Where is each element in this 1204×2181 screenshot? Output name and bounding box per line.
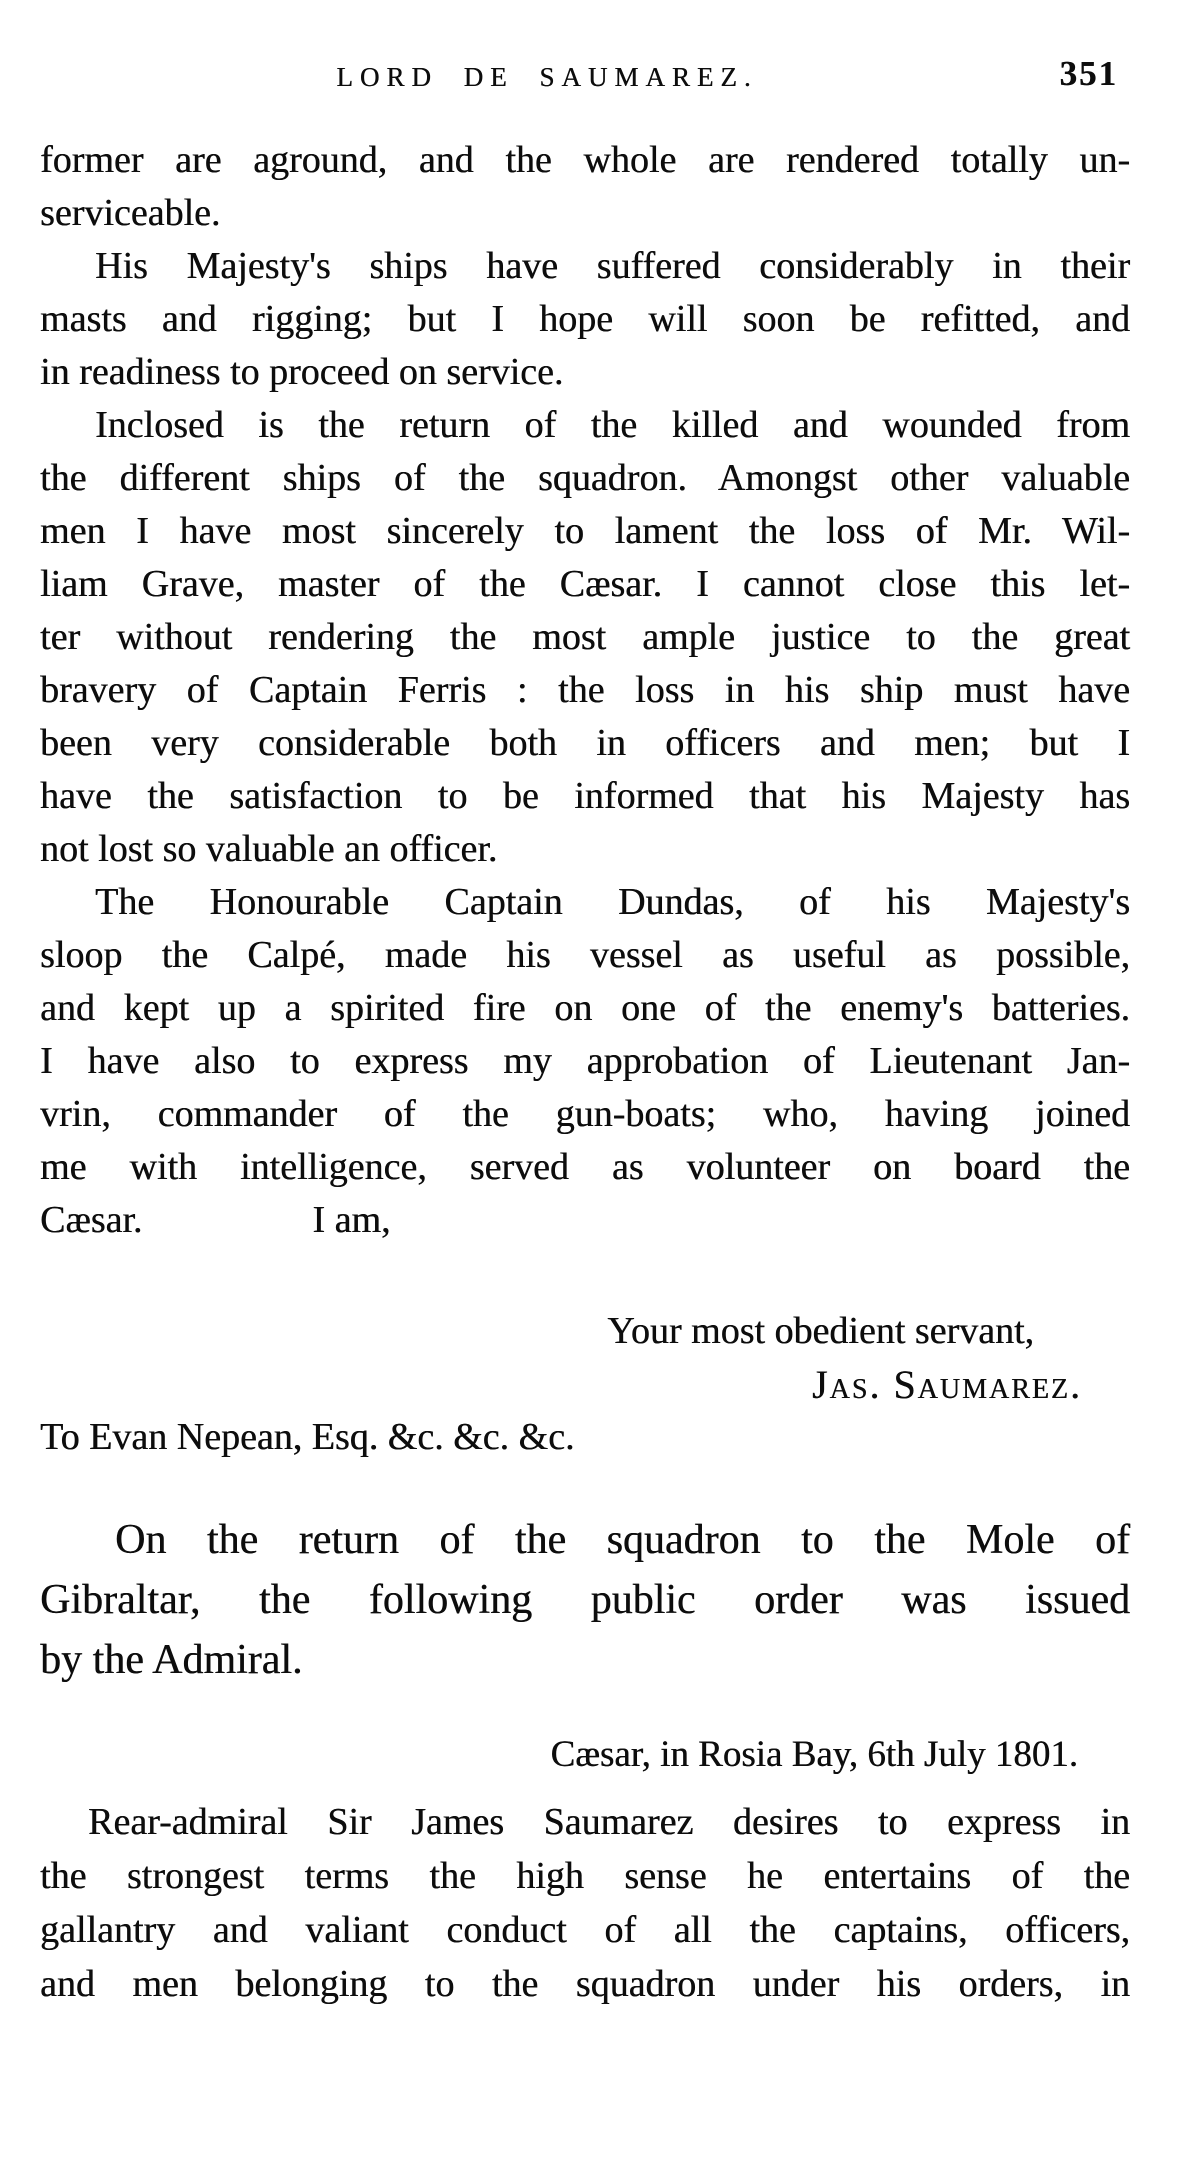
text-line: not lost so valuable an officer.: [40, 828, 498, 870]
paragraph-killed-and-wounded: [40, 399, 1130, 876]
signoff-block: [40, 1305, 1130, 1464]
page-number: 351: [1059, 54, 1118, 93]
text-line: been very considerable both in officers and men; but I: [40, 722, 1130, 764]
signature-line: Jas. Saumarez.: [811, 1362, 1082, 1407]
text-line: in readiness to proceed on service.: [40, 351, 564, 393]
text-line: have the satisfaction to be informed that his Majesty has: [40, 775, 1130, 817]
closing-i-am: I am,: [312, 1199, 391, 1241]
paragraph-majestys-ships: [40, 240, 1130, 399]
running-title: LORD DE SAUMAREZ.: [336, 62, 758, 92]
order-dateline: Cæsar, in Rosia Bay, 6th July 1801.: [550, 1734, 1078, 1775]
text-line: the strongest terms the high sense he entertains of the: [40, 1855, 1130, 1897]
text-line: masts and rigging; but I hope will soon be refitted, and: [40, 298, 1130, 340]
text-line: vrin, commander of the gun-boats; who, having joined: [40, 1093, 1130, 1135]
page-header: [0, 0, 1204, 102]
text-line: Gibraltar, the following public order was issued: [40, 1577, 1130, 1623]
letter-body: [40, 134, 1130, 1464]
text-line: me with intelligence, served as volunteer on board the: [40, 1146, 1130, 1188]
text-line: men I have most sincerely to lament the loss of Mr. Wil-: [40, 510, 1130, 552]
text-line: by the Admiral.: [40, 1637, 303, 1683]
text-line: the different ships of the squadron. Amongst other valuable: [40, 457, 1130, 499]
text-line: I have also to express my approbation of Lieutenant Jan-: [40, 1040, 1130, 1082]
text-line: gallantry and valiant conduct of all the captains, officers,: [40, 1909, 1130, 1951]
closing-caesar: Cæsar.: [40, 1199, 143, 1241]
page-content: [0, 102, 1204, 2011]
text-line: Inclosed is the return of the killed and wounded from: [95, 404, 1130, 446]
text-line: bravery of Captain Ferris : the loss in his ship must have: [40, 669, 1130, 711]
text-line: His Majesty's ships have suffered considerably in their: [95, 245, 1130, 287]
text-line: The Honourable Captain Dundas, of his Majesty's: [95, 881, 1130, 923]
text-line: and men belonging to the squadron under his orders, in: [40, 1963, 1130, 2005]
paragraph-unserviceable: [40, 134, 1130, 240]
text-line: sloop the Calpé, made his vessel as useful as possible,: [40, 934, 1130, 976]
paragraph-captain-dundas: [40, 876, 1130, 1194]
text-line: former are aground, and the whole are rendered totally un-: [40, 139, 1130, 181]
text-line: ter without rendering the most ample justice to the great: [40, 616, 1130, 658]
signoff-line: Your most obedient servant,: [607, 1310, 1034, 1352]
narrative-paragraph: [40, 1510, 1130, 1690]
closing-line: [40, 1194, 1130, 1247]
text-line: liam Grave, master of the Cæsar. I cannot close this let-: [40, 563, 1130, 605]
text-line: serviceable.: [40, 192, 221, 234]
text-line: Rear-admiral Sir James Saumarez desires to express in: [88, 1801, 1130, 1843]
text-line: and kept up a spirited fire on one of the enemy's batteries.: [40, 987, 1130, 1029]
order-paragraph: [40, 1795, 1130, 2011]
text-line: On the return of the squadron to the Mole of: [115, 1517, 1130, 1563]
addressee-line: To Evan Nepean, Esq. &c. &c. &c.: [40, 1416, 575, 1458]
